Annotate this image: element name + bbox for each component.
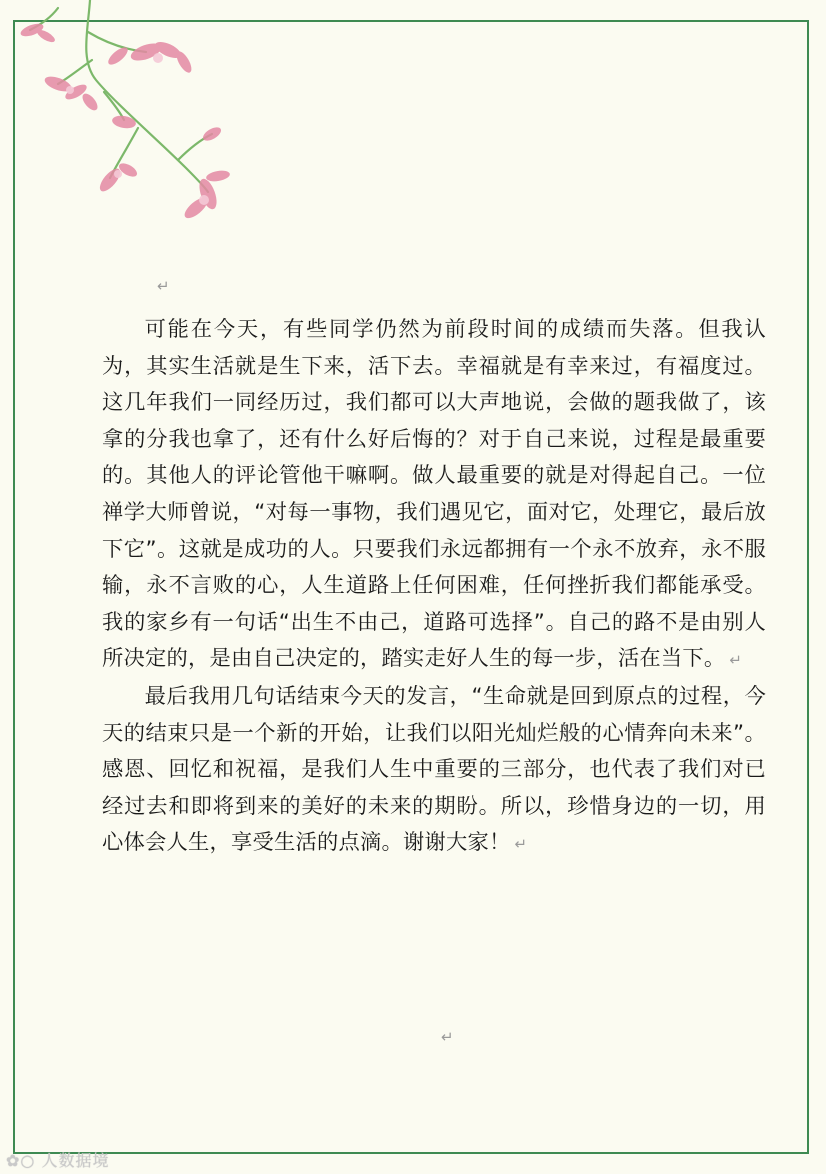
- document-body: [102, 312, 766, 863]
- flower-branch-icon: [18, 0, 248, 235]
- paragraph-1: [102, 312, 766, 679]
- watermark: ✿○ 人数据境: [6, 1151, 110, 1170]
- paragraph-1-text: 可能在今天，有些同学仍然为前段时间的成绩而失落。但我认为，其实生活就是生下来，活下去。幸福就是有幸来过，有福度过。这几年我们一同经历过，我们都可以大声地说，会做的题我做了，该拿的分我也拿了，还有什么好后悔的？对于自己来说，过程是最重要的。其他人的评论管他干嘛啊。做人最重要的就是对得起自己。一位禅学大师曾说，“对每一事物，我们遇见它，面对它，处理它，最后放下它”。这就是成功的人。只要我们永远都拥有一个永不放弃，永不服输，永不言败的心，人生道路上任何困难，任何挫折我们都能承受。我的家乡有一句话“出生不由己，道路可选择”。自己的路不是由别人所决定的，是由自己决定的，踏实走好人生的每一步，活在当下。: [102, 317, 766, 672]
- paragraph-return-mark: ↵: [441, 1028, 454, 1046]
- paragraph-return-mark: ↵: [729, 651, 743, 670]
- paragraph-return-mark: ↵: [157, 277, 170, 295]
- paragraph-2-text: 最后我用几句话结束今天的发言，“生命就是回到原点的过程，今天的结束只是一个新的开始，让我们以阳光灿烂般的心情奔向未来”。感恩、回忆和祝福，是我们人生中重要的三部分，也代表了我们对已经过去和即将到来的美好的未来的期盼。所以，珍惜身边的一切，用心体会人生，享受生活的点滴。谢谢大家！: [102, 683, 766, 856]
- paragraph-return-mark: ↵: [514, 835, 528, 854]
- paragraph-2: [102, 679, 766, 863]
